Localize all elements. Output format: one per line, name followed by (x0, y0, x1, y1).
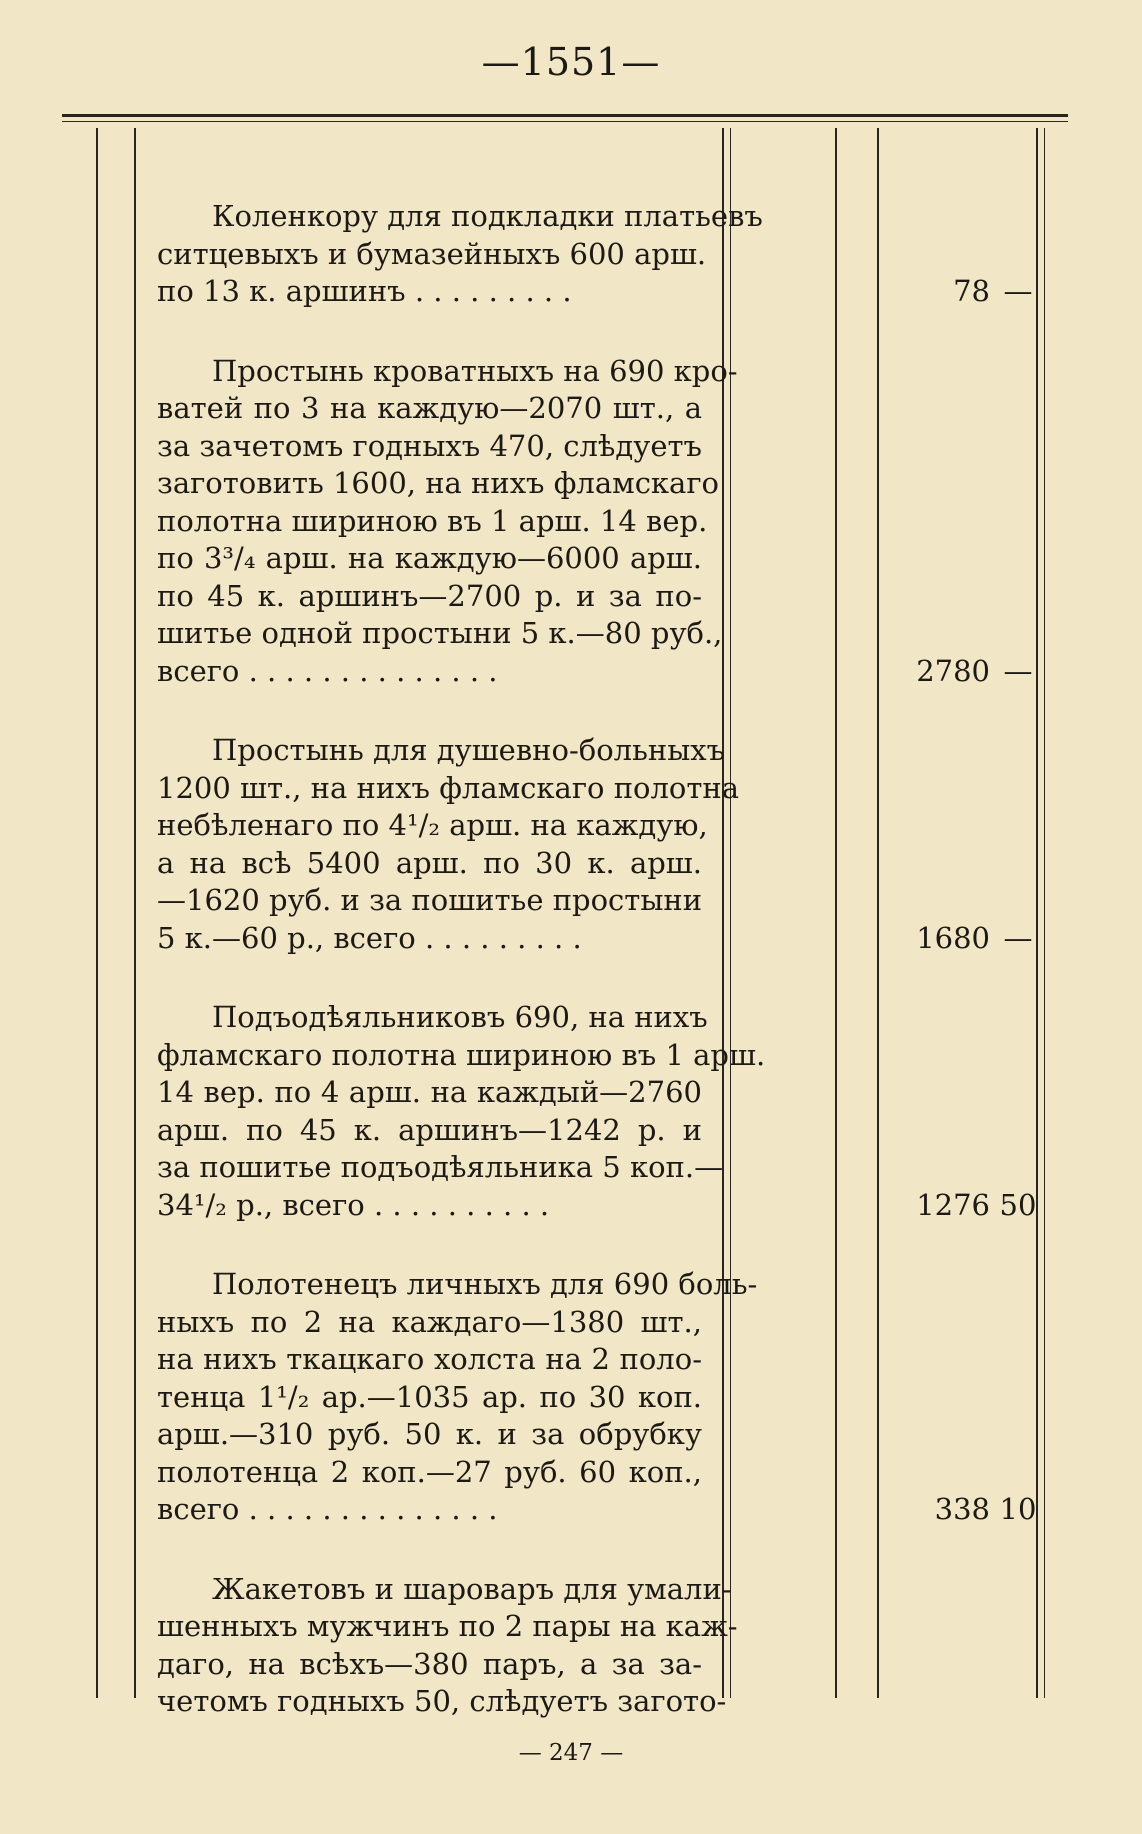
entry-text-line: 14 вер. по 4 арш. на каждый—2760 (157, 1075, 702, 1109)
amount-kopecks: 10 (999, 1492, 1037, 1526)
ledger-entry (157, 732, 1142, 957)
entry-text-line: четомъ годныхъ 50, слѣдуетъ загото- (157, 1684, 727, 1718)
entry-text-line: шитье одной простыни 5 к.—80 руб., (157, 616, 723, 650)
column-rule (134, 128, 136, 1698)
entry-text-line: 1200 шт., на нихъ фламскаго полотна (157, 770, 740, 805)
entry-text-line: Коленкору для подкладки платьевъ (212, 199, 763, 233)
entry-text-line: 34¹/₂ р., всего . . . . . . . . . . (157, 1187, 550, 1222)
entry-text-line: —1620 руб. и за пошитье простыни (157, 883, 703, 917)
ledger-entries (157, 128, 1142, 1721)
amount-rubles: 338 (934, 1492, 990, 1526)
entry-text-line: арш.—310 руб. 50 к. и за обрубку (157, 1417, 702, 1451)
ledger-entry (157, 1266, 1142, 1529)
entry-text-line: Простынь кроватныхъ на 690 кро- (212, 353, 738, 388)
entry-text-line: Простынь для душевно-больныхъ (212, 733, 726, 767)
entry-text-line: ситцевыхъ и бумазейныхъ 600 арш. (157, 236, 707, 271)
entry-text-line: за пошитье подъодѣяльника 5 коп.— (157, 1150, 724, 1184)
amount-rubles: 1276 (916, 1187, 990, 1222)
entry-text-line: полотенца 2 коп.—27 руб. 60 коп., (157, 1454, 702, 1489)
entry-text-line: Подъодѣяльниковъ 690, на нихъ (212, 1000, 708, 1034)
amount-kopecks: — (1003, 274, 1033, 308)
ledger-entry (157, 353, 1142, 691)
amount-kopecks: — (1003, 920, 1033, 955)
amount-rubles: 1680 (916, 920, 990, 955)
entry-text-line: по 13 к. аршинъ . . . . . . . . . (157, 274, 572, 308)
entry-text-line: всего . . . . . . . . . . . . . . (157, 653, 498, 688)
entry-text-line: Жакетовъ и шароваръ для умали- (212, 1571, 732, 1606)
amount-rubles: 78 (953, 274, 990, 308)
entry-text-line: а на всѣ 5400 арш. по 30 к. арш. (157, 845, 702, 880)
entry-text-line: заготовить 1600, на нихъ фламскаго (157, 466, 720, 500)
ledger-entry (157, 198, 1142, 311)
entry-text-line: даго, на всѣхъ—380 паръ, а за за- (157, 1646, 702, 1681)
entry-text-line: по 45 к. аршинъ—2700 р. и за по- (157, 578, 702, 613)
ledger-entry (157, 1571, 1142, 1721)
column-rule (96, 128, 98, 1698)
top-rule (62, 114, 1068, 117)
entry-text-line: фламскаго полотна шириною въ 1 арш. (157, 1037, 766, 1072)
entry-text-line: небѣленаго по 4¹/₂ арш. на каждую, (157, 808, 708, 842)
entry-text-line: ватей по 3 на каждую—2070 шт., а (157, 391, 702, 425)
entry-text-line: по 3³/₄ арш. на каждую—6000 арш. (157, 541, 702, 575)
entry-text-line: 5 к.—60 р., всего . . . . . . . . . (157, 920, 582, 955)
ledger-entry (157, 999, 1142, 1224)
entry-text-line: шенныхъ мужчинъ по 2 пары на каж- (157, 1609, 738, 1643)
top-rule-thin (62, 121, 1068, 122)
entry-text-line: Полотенецъ личныхъ для 690 боль- (212, 1267, 758, 1301)
amount-kopecks: — (1003, 653, 1033, 688)
entry-text-line: за зачетомъ годныхъ 470, слѣдуетъ (157, 428, 702, 463)
entry-text-line: тенца 1¹/₂ ар.—1035 ар. по 30 коп. (157, 1379, 702, 1414)
entry-text-line: всего . . . . . . . . . . . . . . (157, 1492, 498, 1526)
amount-kopecks: 50 (999, 1187, 1037, 1222)
entry-text-line: полотна шириною въ 1 арш. 14 вер. (157, 503, 708, 538)
entry-text-line: арш. по 45 к. аршинъ—1242 р. и (157, 1112, 702, 1147)
page-number: —1551— (481, 40, 661, 84)
amount-rubles: 2780 (916, 653, 990, 688)
sheet-number: — 247 — (518, 1740, 624, 1766)
entry-text-line: на нихъ ткацкаго холста на 2 поло- (157, 1342, 702, 1376)
entry-text-line: ныхъ по 2 на каждаго—1380 шт., (157, 1304, 702, 1339)
